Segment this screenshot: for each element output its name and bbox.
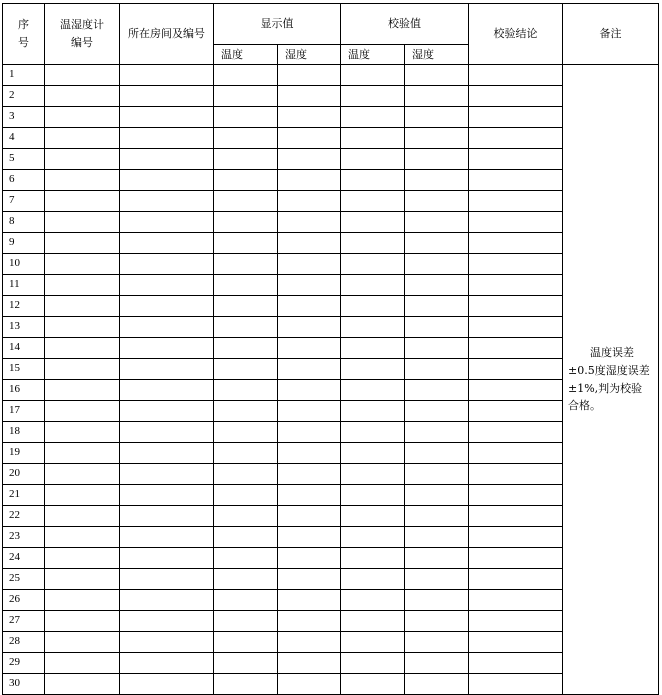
row-number: 28	[3, 632, 45, 653]
meter-id-cell	[45, 422, 120, 443]
table-row	[3, 317, 659, 338]
table-row	[3, 296, 659, 317]
display-humid-cell	[278, 359, 341, 380]
table-row	[3, 632, 659, 653]
calib-humid-cell	[405, 65, 469, 86]
row-number: 25	[3, 569, 45, 590]
meter-id-cell	[45, 275, 120, 296]
display-humid-cell	[278, 611, 341, 632]
display-humid-cell	[278, 506, 341, 527]
calib-humid-cell	[405, 275, 469, 296]
room-cell	[120, 86, 214, 107]
table-row	[3, 590, 659, 611]
display-humid-cell	[278, 65, 341, 86]
meter-id-cell	[45, 464, 120, 485]
calib-humid-cell	[405, 86, 469, 107]
room-cell	[120, 674, 214, 695]
display-temp-cell	[214, 653, 278, 674]
calib-temp-cell	[341, 548, 405, 569]
display-temp-cell	[214, 674, 278, 695]
calib-temp-subheader: 温度	[341, 45, 405, 65]
display-humid-cell	[278, 443, 341, 464]
conclusion-cell	[469, 611, 563, 632]
remark-header: 备注	[563, 4, 659, 65]
room-cell	[120, 569, 214, 590]
calib-humid-cell	[405, 338, 469, 359]
meter-id-cell	[45, 317, 120, 338]
display-humid-cell	[278, 149, 341, 170]
calib-humid-cell	[405, 233, 469, 254]
room-cell	[120, 443, 214, 464]
calib-temp-cell	[341, 254, 405, 275]
display-temp-cell	[214, 338, 278, 359]
display-humid-cell	[278, 212, 341, 233]
calib-humid-cell	[405, 611, 469, 632]
display-temp-cell	[214, 401, 278, 422]
display-temp-cell	[214, 296, 278, 317]
conclusion-cell	[469, 233, 563, 254]
room-cell	[120, 338, 214, 359]
conclusion-cell	[469, 191, 563, 212]
meter-id-cell	[45, 674, 120, 695]
table-row	[3, 191, 659, 212]
row-number: 21	[3, 485, 45, 506]
room-cell	[120, 380, 214, 401]
table-row	[3, 422, 659, 443]
row-number: 30	[3, 674, 45, 695]
calib-temp-cell	[341, 611, 405, 632]
room-cell	[120, 128, 214, 149]
display-temp-cell	[214, 590, 278, 611]
calib-humid-cell	[405, 191, 469, 212]
display-temp-cell	[214, 464, 278, 485]
conclusion-cell	[469, 464, 563, 485]
table-row	[3, 275, 659, 296]
display-humid-cell	[278, 590, 341, 611]
calib-humid-cell	[405, 548, 469, 569]
room-cell	[120, 422, 214, 443]
meter-id-cell	[45, 485, 120, 506]
display-humid-cell	[278, 380, 341, 401]
display-humid-cell	[278, 632, 341, 653]
calibration-value-header: 校验值	[341, 4, 469, 45]
display-humid-cell	[278, 569, 341, 590]
conclusion-cell	[469, 149, 563, 170]
display-temp-cell	[214, 611, 278, 632]
calib-humid-cell	[405, 149, 469, 170]
conclusion-cell	[469, 569, 563, 590]
row-number: 3	[3, 107, 45, 128]
calib-humid-cell	[405, 485, 469, 506]
room-cell	[120, 506, 214, 527]
display-humid-cell	[278, 317, 341, 338]
display-temp-cell	[214, 191, 278, 212]
meter-id-cell	[45, 401, 120, 422]
row-number: 9	[3, 233, 45, 254]
conclusion-cell	[469, 527, 563, 548]
meter-id-cell	[45, 65, 120, 86]
calib-temp-cell	[341, 527, 405, 548]
meter-id-cell	[45, 548, 120, 569]
meter-id-cell	[45, 632, 120, 653]
calib-temp-cell	[341, 485, 405, 506]
calib-temp-cell	[341, 212, 405, 233]
calib-temp-cell	[341, 128, 405, 149]
table-row	[3, 674, 659, 695]
calib-humid-cell	[405, 170, 469, 191]
header-row	[3, 4, 659, 45]
calib-temp-cell	[341, 338, 405, 359]
room-cell	[120, 233, 214, 254]
room-cell	[120, 212, 214, 233]
table-row	[3, 149, 659, 170]
meter-id-cell	[45, 359, 120, 380]
table-row	[3, 359, 659, 380]
display-temp-cell	[214, 359, 278, 380]
display-temp-cell	[214, 233, 278, 254]
table-row	[3, 65, 659, 86]
calib-temp-cell	[341, 506, 405, 527]
meter-id-cell	[45, 233, 120, 254]
conclusion-cell	[469, 107, 563, 128]
meter-id-cell	[45, 380, 120, 401]
row-number: 4	[3, 128, 45, 149]
calib-temp-cell	[341, 149, 405, 170]
meter-id-cell	[45, 191, 120, 212]
calib-humid-cell	[405, 632, 469, 653]
row-number: 7	[3, 191, 45, 212]
meter-id-cell	[45, 149, 120, 170]
conclusion-cell	[469, 338, 563, 359]
conclusion-cell	[469, 212, 563, 233]
display-humid-cell	[278, 464, 341, 485]
display-temp-cell	[214, 569, 278, 590]
calib-humid-cell	[405, 590, 469, 611]
table-row	[3, 401, 659, 422]
calib-temp-cell	[341, 233, 405, 254]
table-row	[3, 527, 659, 548]
calib-temp-cell	[341, 359, 405, 380]
table-row	[3, 107, 659, 128]
calib-humid-subheader: 湿度	[405, 45, 469, 65]
meter-id-cell	[45, 653, 120, 674]
calib-humid-cell	[405, 359, 469, 380]
conclusion-cell	[469, 422, 563, 443]
conclusion-cell	[469, 485, 563, 506]
meter-id-cell	[45, 107, 120, 128]
display-humid-cell	[278, 674, 341, 695]
meter-id-cell	[45, 338, 120, 359]
row-number: 29	[3, 653, 45, 674]
table-row	[3, 506, 659, 527]
calib-temp-cell	[341, 191, 405, 212]
display-temp-cell	[214, 485, 278, 506]
calib-temp-cell	[341, 275, 405, 296]
display-humid-cell	[278, 107, 341, 128]
conclusion-cell	[469, 254, 563, 275]
display-temp-cell	[214, 527, 278, 548]
display-humid-cell	[278, 233, 341, 254]
meter-id-cell	[45, 170, 120, 191]
row-number: 18	[3, 422, 45, 443]
room-cell	[120, 170, 214, 191]
display-humid-cell	[278, 191, 341, 212]
display-humid-cell	[278, 86, 341, 107]
table-row	[3, 443, 659, 464]
meter-id-cell	[45, 569, 120, 590]
meter-id-cell	[45, 212, 120, 233]
meter-id-header: 温湿度计编号	[45, 4, 120, 65]
row-number: 16	[3, 380, 45, 401]
table-row	[3, 611, 659, 632]
calib-humid-cell	[405, 380, 469, 401]
display-temp-cell	[214, 422, 278, 443]
table-row	[3, 380, 659, 401]
display-humid-cell	[278, 548, 341, 569]
calib-humid-cell	[405, 674, 469, 695]
meter-id-cell	[45, 590, 120, 611]
row-number: 15	[3, 359, 45, 380]
row-number: 24	[3, 548, 45, 569]
conclusion-cell	[469, 86, 563, 107]
meter-id-cell	[45, 128, 120, 149]
display-humid-cell	[278, 527, 341, 548]
conclusion-cell	[469, 128, 563, 149]
row-number: 12	[3, 296, 45, 317]
display-humid-cell	[278, 275, 341, 296]
room-cell	[120, 65, 214, 86]
row-number: 6	[3, 170, 45, 191]
room-cell	[120, 275, 214, 296]
table-row	[3, 485, 659, 506]
conclusion-cell	[469, 359, 563, 380]
display-humid-cell	[278, 170, 341, 191]
display-humid-cell	[278, 296, 341, 317]
room-cell	[120, 296, 214, 317]
display-humid-cell	[278, 254, 341, 275]
row-number: 2	[3, 86, 45, 107]
row-number: 14	[3, 338, 45, 359]
display-humid-cell	[278, 401, 341, 422]
table-row	[3, 233, 659, 254]
calib-temp-cell	[341, 653, 405, 674]
room-cell	[120, 464, 214, 485]
row-number: 22	[3, 506, 45, 527]
table-row	[3, 254, 659, 275]
row-number: 23	[3, 527, 45, 548]
calib-humid-cell	[405, 212, 469, 233]
room-cell	[120, 359, 214, 380]
calib-temp-cell	[341, 317, 405, 338]
display-temp-cell	[214, 275, 278, 296]
row-number: 1	[3, 65, 45, 86]
room-cell	[120, 632, 214, 653]
room-cell	[120, 548, 214, 569]
display-temp-cell	[214, 128, 278, 149]
display-temp-cell	[214, 254, 278, 275]
row-number: 8	[3, 212, 45, 233]
row-number: 5	[3, 149, 45, 170]
conclusion-cell	[469, 296, 563, 317]
conclusion-cell	[469, 590, 563, 611]
calib-temp-cell	[341, 170, 405, 191]
display-humid-cell	[278, 653, 341, 674]
row-number: 26	[3, 590, 45, 611]
table-row	[3, 170, 659, 191]
calib-temp-cell	[341, 296, 405, 317]
conclusion-header: 校验结论	[469, 4, 563, 65]
room-cell	[120, 317, 214, 338]
row-number: 10	[3, 254, 45, 275]
display-humid-cell	[278, 128, 341, 149]
calib-humid-cell	[405, 401, 469, 422]
display-temp-subheader: 温度	[214, 45, 278, 65]
meter-id-cell	[45, 254, 120, 275]
row-number: 20	[3, 464, 45, 485]
calib-temp-cell	[341, 107, 405, 128]
display-temp-cell	[214, 149, 278, 170]
calib-humid-cell	[405, 296, 469, 317]
calib-humid-cell	[405, 569, 469, 590]
room-cell	[120, 653, 214, 674]
calib-humid-cell	[405, 443, 469, 464]
display-temp-cell	[214, 443, 278, 464]
conclusion-cell	[469, 548, 563, 569]
display-value-header: 显示值	[214, 4, 341, 45]
conclusion-cell	[469, 317, 563, 338]
calib-humid-cell	[405, 527, 469, 548]
calib-humid-cell	[405, 506, 469, 527]
conclusion-cell	[469, 275, 563, 296]
calib-temp-cell	[341, 674, 405, 695]
room-cell	[120, 107, 214, 128]
conclusion-cell	[469, 632, 563, 653]
calib-humid-cell	[405, 128, 469, 149]
calibration-log-table	[2, 3, 659, 695]
conclusion-cell	[469, 170, 563, 191]
display-humid-cell	[278, 485, 341, 506]
remark-cell: 温度误差±0.5度湿度误差±1%,判为校验合格。	[563, 65, 659, 695]
room-cell	[120, 191, 214, 212]
room-cell	[120, 527, 214, 548]
seq-header: 序号	[3, 4, 45, 65]
display-temp-cell	[214, 170, 278, 191]
display-humid-subheader: 湿度	[278, 45, 341, 65]
row-number: 27	[3, 611, 45, 632]
table-row	[3, 464, 659, 485]
calib-temp-cell	[341, 401, 405, 422]
room-header: 所在房间及编号	[120, 4, 214, 65]
calib-humid-cell	[405, 422, 469, 443]
table-row	[3, 338, 659, 359]
calib-humid-cell	[405, 317, 469, 338]
room-cell	[120, 254, 214, 275]
calib-temp-cell	[341, 422, 405, 443]
calib-temp-cell	[341, 569, 405, 590]
row-number: 13	[3, 317, 45, 338]
conclusion-cell	[469, 401, 563, 422]
row-number: 11	[3, 275, 45, 296]
display-humid-cell	[278, 338, 341, 359]
table-row	[3, 128, 659, 149]
table-row	[3, 653, 659, 674]
room-cell	[120, 149, 214, 170]
display-humid-cell	[278, 422, 341, 443]
conclusion-cell	[469, 65, 563, 86]
meter-id-cell	[45, 527, 120, 548]
calib-humid-cell	[405, 653, 469, 674]
meter-id-cell	[45, 86, 120, 107]
calib-temp-cell	[341, 86, 405, 107]
calib-temp-cell	[341, 632, 405, 653]
meter-id-cell	[45, 611, 120, 632]
display-temp-cell	[214, 212, 278, 233]
conclusion-cell	[469, 653, 563, 674]
meter-id-cell	[45, 506, 120, 527]
room-cell	[120, 590, 214, 611]
display-temp-cell	[214, 86, 278, 107]
display-temp-cell	[214, 107, 278, 128]
row-number: 17	[3, 401, 45, 422]
table-row	[3, 212, 659, 233]
calib-humid-cell	[405, 254, 469, 275]
table-row	[3, 548, 659, 569]
conclusion-cell	[469, 674, 563, 695]
room-cell	[120, 485, 214, 506]
calib-humid-cell	[405, 107, 469, 128]
calib-humid-cell	[405, 464, 469, 485]
room-cell	[120, 401, 214, 422]
display-temp-cell	[214, 632, 278, 653]
display-temp-cell	[214, 65, 278, 86]
conclusion-cell	[469, 506, 563, 527]
conclusion-cell	[469, 380, 563, 401]
row-number: 19	[3, 443, 45, 464]
display-temp-cell	[214, 317, 278, 338]
conclusion-cell	[469, 443, 563, 464]
calib-temp-cell	[341, 590, 405, 611]
display-temp-cell	[214, 548, 278, 569]
table-row	[3, 569, 659, 590]
meter-id-cell	[45, 443, 120, 464]
meter-id-cell	[45, 296, 120, 317]
calib-temp-cell	[341, 65, 405, 86]
calib-temp-cell	[341, 443, 405, 464]
table-row	[3, 86, 659, 107]
room-cell	[120, 611, 214, 632]
calib-temp-cell	[341, 464, 405, 485]
display-temp-cell	[214, 506, 278, 527]
display-temp-cell	[214, 380, 278, 401]
calib-temp-cell	[341, 380, 405, 401]
